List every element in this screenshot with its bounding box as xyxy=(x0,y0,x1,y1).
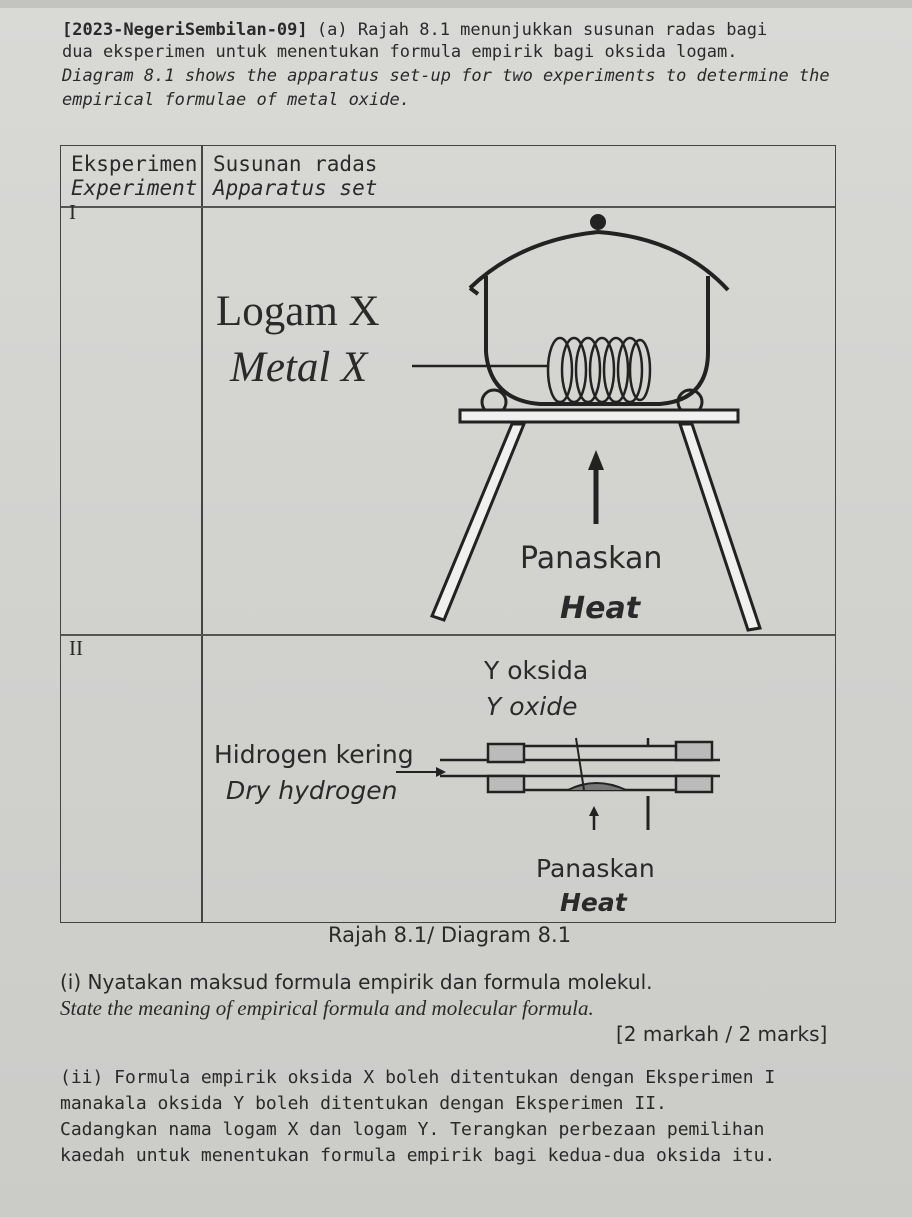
part-a-en-line2: empirical formulae of metal oxide. xyxy=(62,90,410,110)
row2-label: II xyxy=(69,636,83,660)
dry-hydrogen-en-label: Dry hydrogen xyxy=(226,776,398,805)
heat-ms-label-2: Panaskan xyxy=(536,854,655,883)
dry-hydrogen-ms-label: Hidrogen kering xyxy=(214,740,414,769)
sub-i-ms: (i) Nyatakan maksud formula empirik dan formula molekul. xyxy=(60,970,653,994)
tripod-leg-right xyxy=(680,424,760,630)
col2-header-en: Apparatus set xyxy=(213,176,378,200)
sub-ii-line3: Cadangkan nama logam X dan logam Y. Terangkan perbezaan pemilihan xyxy=(60,1119,765,1140)
sub-ii-line1: (ii) Formula empirik oksida X boleh ditentukan dengan Eksperimen I xyxy=(60,1067,776,1088)
heat-en-label-2: Heat xyxy=(560,888,627,917)
lid-knob-shape xyxy=(590,214,606,230)
tripod-top xyxy=(460,410,738,422)
part-a-en: Diagram 8.1 shows the apparatus set-up for two experiments to determine the xyxy=(62,66,830,86)
heat-ms-label-1: Panaskan xyxy=(520,541,663,576)
col1-header-en: Experiment xyxy=(71,176,198,200)
diagram-caption: Rajah 8.1/ Diagram 8.1 xyxy=(328,923,572,947)
sub-ii-line4: kaedah untuk menentukan formula empirik bagi kedua-dua oksida itu. xyxy=(60,1145,776,1166)
metal-x-en-label: Metal X xyxy=(230,344,368,391)
metal-x-ms-label: Logam X xyxy=(216,288,380,335)
heat-en-label-1: Heat xyxy=(560,591,641,626)
metal-coil xyxy=(548,338,650,402)
col2-header-ms: Susunan radas xyxy=(213,152,378,176)
sub-i-en: State the meaning of empirical formula and molecular formula. xyxy=(60,996,594,1020)
source-tag: [2023-NegeriSembilan-09] xyxy=(62,20,308,40)
y-oxide-en-label: Y oxide xyxy=(486,692,578,721)
col1-header-ms: Eksperimen xyxy=(71,152,198,176)
diagram-2-combustion-tube xyxy=(396,738,720,830)
y-oxide-ms-label: Y oksida xyxy=(484,656,589,685)
row1-label: I xyxy=(69,200,76,224)
crucible-lid xyxy=(470,232,728,290)
part-a-ms-line2: dua eksperimen untuk menentukan formula empirik bagi oksida logam. xyxy=(62,42,738,62)
sub-ii-line2: manakala oksida Y boleh ditentukan dengan Eksperimen II. xyxy=(60,1093,667,1114)
part-a-ms: (a) Rajah 8.1 menunjukkan susunan radas bagi xyxy=(316,20,768,40)
sub-i-marks: [2 markah / 2 marks] xyxy=(616,1022,828,1046)
tripod-leg-left xyxy=(432,424,524,620)
